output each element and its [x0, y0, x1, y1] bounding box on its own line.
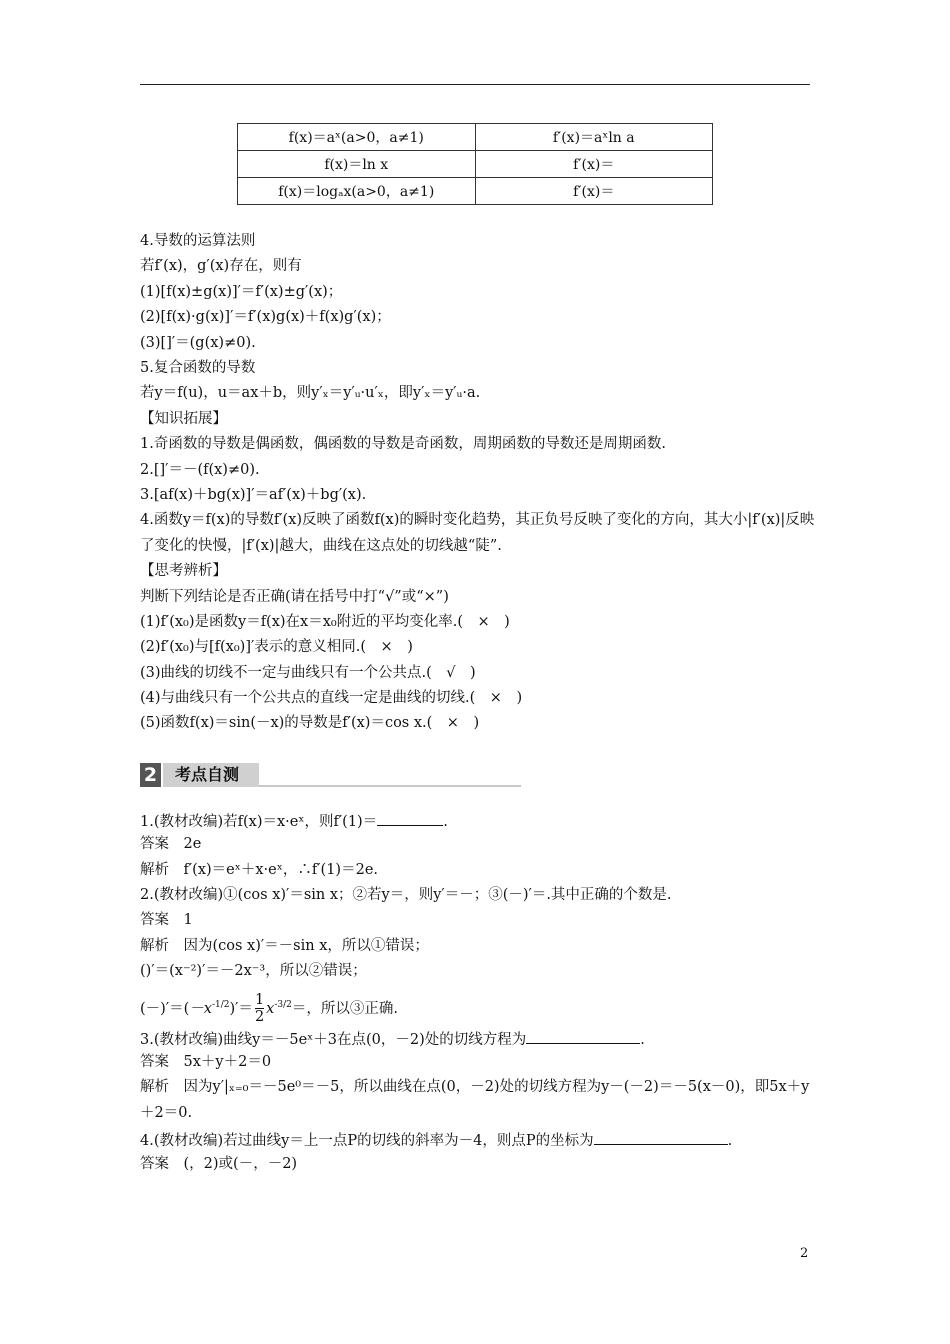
judgment-item: (2)f′(x₀)与[f(x₀)]′表示的意义相同.( × ) — [140, 639, 413, 656]
derivative-table — [237, 123, 713, 205]
text-line: 1.奇函数的导数是偶函数，偶函数的导数是奇函数，周期函数的导数还是周期函数. — [140, 436, 666, 453]
section-title: 考点自测 — [163, 763, 259, 787]
section-underline — [259, 785, 521, 787]
numerator: 1 — [254, 991, 265, 1008]
judgment-item: (5)函数f(x)＝sin(－x)的导数是f′(x)＝cos x.( × ) — [140, 715, 480, 732]
text-paragraph: 4.函数y＝f(x)的导数f′(x)反映了函数f(x)的瞬时变化趋势，其正负号反映了变化的方向，其大小|f′(x)|反映了变化的快慢，|f′(x)|越大，曲线在这点处的切线越“陡”. — [140, 512, 815, 554]
solution-2c — [140, 985, 820, 1025]
question-text: 1.(教材改编)若f(x)＝x·eˣ，则f′(1)＝ — [140, 813, 378, 830]
question-end: . — [727, 1133, 733, 1150]
formula-term: x — [266, 1000, 275, 1017]
answer-4: 答案 (，2)或(－，－2) — [140, 1155, 298, 1172]
table-cell: f′(x)＝ — [475, 178, 713, 205]
judgment-item: (1)f′(x₀)是函数y＝f(x)在x＝x₀附近的平均变化率.( × ) — [140, 613, 510, 630]
table-cell: f(x)＝ln x — [238, 151, 476, 178]
answer-blank — [377, 807, 443, 826]
answer-3: 答案 5x＋y＋2＝0 — [140, 1053, 272, 1070]
answer-2: 答案 1 — [140, 912, 193, 929]
heading-operation-rules: 4.导数的运算法则 — [140, 233, 256, 249]
page-number: 2 — [800, 1246, 809, 1261]
formula-text: )′＝ — [229, 1000, 253, 1017]
question-2: 2.(教材改编)①(cos x)′＝sin x；②若y＝，则y′＝－；③(－)′＝.其中正确的个数是. — [140, 887, 672, 904]
formula-text: (－)′＝( — [140, 1000, 190, 1017]
text-line: 判断下列结论是否正确(请在括号中打“√”或“×”) — [140, 588, 449, 605]
question-4 — [140, 1126, 820, 1151]
formula-term: －x — [189, 1000, 212, 1017]
solution-2a: 解析 因为(cos x)′＝－sin x，所以①错误； — [140, 937, 429, 954]
text-line: 若y＝f(u)，u＝ax＋b，则y′ₓ＝y′ᵤ·u′ₓ，即y′ₓ＝y′ᵤ·a. — [140, 385, 481, 402]
answer-blank — [526, 1025, 640, 1044]
table-row — [238, 151, 713, 178]
text-line: 2.[]′＝－(f(x)≠0). — [140, 461, 260, 478]
exponent: -1/2 — [211, 999, 230, 1010]
exponent: -3/2 — [274, 999, 292, 1010]
answer-blank — [594, 1126, 728, 1145]
question-end: . — [640, 1031, 645, 1048]
text-line: 若f′(x)，g′(x)存在，则有 — [140, 258, 302, 275]
table-row — [238, 178, 713, 205]
heading-knowledge-extension: 【知识拓展】 — [140, 410, 227, 427]
heading-composite: 5.复合函数的导数 — [140, 359, 256, 376]
table-row — [238, 124, 713, 151]
solution-3: 解析 因为y′|ₓ₌₀＝－5e⁰＝－5，所以曲线在点(0，－2)处的切线方程为y－(－2)＝－5(x－0)，即5x＋y＋2＝0. — [140, 1079, 810, 1121]
rule-quotient: (3)[]′＝(g(x)≠0). — [140, 334, 256, 351]
section-header — [140, 757, 820, 797]
question-end: . — [443, 813, 448, 830]
heading-reflection: 【思考辨析】 — [140, 563, 227, 580]
table-cell: f′(x)＝aˣln a — [475, 124, 713, 151]
table-cell: f′(x)＝ — [475, 151, 713, 178]
header-rule — [140, 84, 810, 85]
table-cell: f(x)＝logₐx(a>0，a≠1) — [238, 178, 476, 205]
solution-2b: ()′＝(x⁻²)′＝－2x⁻³，所以②错误； — [140, 963, 367, 980]
table-cell: f(x)＝aˣ(a>0，a≠1) — [238, 124, 476, 151]
text-line: 3.[af(x)＋bg(x)]′＝af′(x)＋bg′(x). — [140, 486, 367, 503]
denominator: 2 — [254, 1008, 265, 1025]
fraction — [255, 992, 264, 1025]
formula-text: ＝，所以③正确. — [291, 1000, 398, 1017]
question-1 — [140, 807, 820, 832]
solution-1: 解析 f′(x)＝eˣ＋x·eˣ，∴f′(1)＝2e. — [140, 861, 379, 878]
section-number: 2 — [140, 763, 161, 787]
answer-1: 答案 2e — [140, 836, 202, 853]
main-content — [140, 229, 820, 1177]
question-text: 3.(教材改编)曲线y＝－5eˣ＋3在点(0，－2)处的切线方程为 — [140, 1031, 527, 1048]
rule-sum: (1)[f(x)±g(x)]′＝f′(x)±g′(x)； — [140, 283, 343, 300]
question-text: 4.(教材改编)若过曲线y＝上一点P的切线的斜率为－4，则点P的坐标为 — [140, 1133, 594, 1150]
judgment-item: (3)曲线的切线不一定与曲线只有一个公共点.( √ ) — [140, 664, 476, 681]
question-3 — [140, 1025, 820, 1050]
judgment-item: (4)与曲线只有一个公共点的直线一定是曲线的切线.( × ) — [140, 690, 523, 707]
rule-product: (2)[f(x)·g(x)]′＝f′(x)g(x)＋f(x)g′(x)； — [140, 309, 391, 326]
